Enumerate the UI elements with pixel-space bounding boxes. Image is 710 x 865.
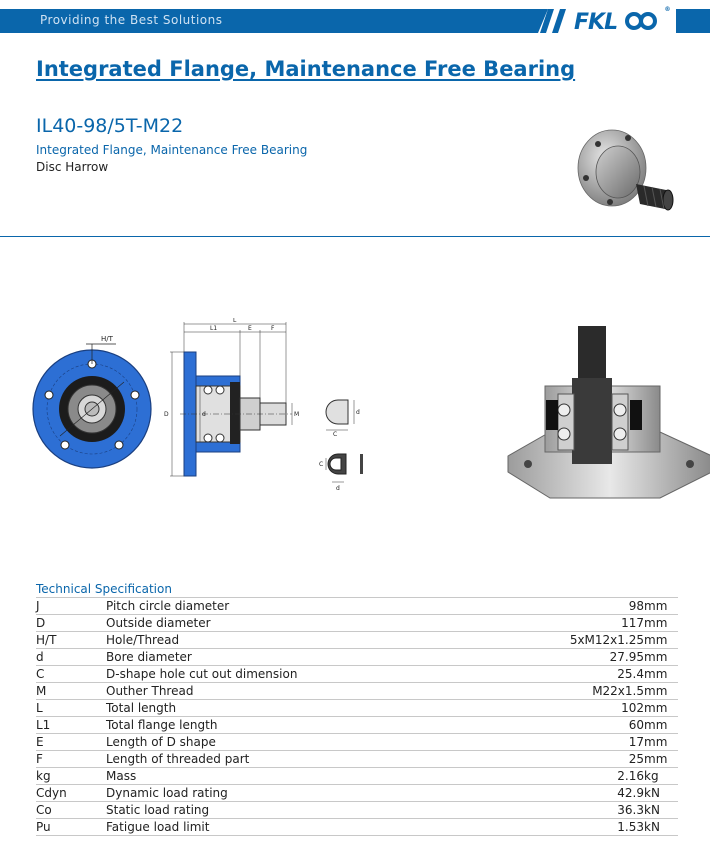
product-application: Disc Harrow xyxy=(36,160,109,174)
cutaway-render xyxy=(500,322,710,502)
spec-row xyxy=(36,785,678,802)
spec-description: Dynamic load rating xyxy=(106,785,486,802)
spec-symbol: Co xyxy=(36,802,106,819)
spec-row xyxy=(36,632,678,649)
spec-description: Fatigue load limit xyxy=(106,819,486,836)
spec-symbol: D xyxy=(36,615,106,632)
spec-description: Length of D shape xyxy=(106,734,486,751)
spec-row xyxy=(36,700,678,717)
tagline: Providing the Best Solutions xyxy=(40,13,223,27)
product-photo xyxy=(570,120,680,220)
header-right-band xyxy=(676,9,710,33)
header-stripes xyxy=(540,9,570,33)
spec-symbol: Cdyn xyxy=(36,785,106,802)
spec-symbol: L1 xyxy=(36,717,106,734)
spec-value: 5xM12x1.25 xyxy=(486,632,644,649)
spec-unit: mm xyxy=(644,649,678,666)
spec-table xyxy=(36,597,678,836)
spec-description: Hole/Thread xyxy=(106,632,486,649)
spec-unit: mm xyxy=(644,751,678,768)
label-e: E xyxy=(248,325,252,332)
spec-value: 117 xyxy=(486,615,644,632)
spec-unit: mm xyxy=(644,700,678,717)
spec-value: 25.4 xyxy=(486,666,644,683)
header-bar xyxy=(0,5,710,35)
spec-description: Outher Thread xyxy=(106,683,486,700)
spec-symbol: C xyxy=(36,666,106,683)
side-view xyxy=(170,322,292,476)
spec-description: Length of threaded part xyxy=(106,751,486,768)
spec-unit: kg xyxy=(644,768,678,785)
spec-symbol: M xyxy=(36,683,106,700)
label-l1: L1 xyxy=(210,325,218,332)
spec-description: Pitch circle diameter xyxy=(106,598,486,615)
spec-value: 102 xyxy=(486,700,644,717)
brand-name: FKL xyxy=(574,10,618,35)
product-model: IL40-98/5T-M22 xyxy=(36,115,184,137)
spec-unit: mm xyxy=(644,615,678,632)
label-d-outer: D xyxy=(164,411,169,418)
spec-row xyxy=(36,615,678,632)
spec-unit: mm xyxy=(644,598,678,615)
spec-unit: kN xyxy=(644,819,678,836)
spec-row xyxy=(36,819,678,836)
spec-description: Mass xyxy=(106,768,486,785)
spec-value: 25 xyxy=(486,751,644,768)
spec-row xyxy=(36,734,678,751)
spec-row xyxy=(36,751,678,768)
spec-row xyxy=(36,666,678,683)
label-d-shape: d xyxy=(356,409,360,416)
spec-unit: mm xyxy=(644,683,678,700)
spec-value: 42.9 xyxy=(486,785,644,802)
spec-description: Total length xyxy=(106,700,486,717)
brand-infinity-icon xyxy=(624,10,658,32)
product-type: Integrated Flange, Maintenance Free Bearing xyxy=(36,143,308,157)
label-ht: H/T xyxy=(101,335,113,343)
spec-symbol: H/T xyxy=(36,632,106,649)
spec-unit: mm xyxy=(644,632,678,649)
spec-row xyxy=(36,768,678,785)
spec-unit: mm xyxy=(644,734,678,751)
spec-description: Outside diameter xyxy=(106,615,486,632)
spec-value: 36.3 xyxy=(486,802,644,819)
label-m: M xyxy=(294,411,300,418)
spec-row xyxy=(36,802,678,819)
label-l: L xyxy=(233,318,237,324)
label-d-bore: d xyxy=(202,411,206,418)
label-c: C xyxy=(333,431,338,438)
spec-symbol: d xyxy=(36,649,106,666)
spec-description: Static load rating xyxy=(106,802,486,819)
spec-value: 60 xyxy=(486,717,644,734)
label-f: F xyxy=(271,325,275,332)
front-view xyxy=(33,344,151,468)
spec-unit: kN xyxy=(644,785,678,802)
spec-row xyxy=(36,598,678,615)
spec-description: D-shape hole cut out dimension xyxy=(106,666,486,683)
spec-description: Bore diameter xyxy=(106,649,486,666)
spec-symbol: F xyxy=(36,751,106,768)
spec-row xyxy=(36,649,678,666)
spec-value: 27.95 xyxy=(486,649,644,666)
section-divider xyxy=(0,236,710,237)
spec-unit: mm xyxy=(644,717,678,734)
spec-symbol: J xyxy=(36,598,106,615)
spec-row xyxy=(36,717,678,734)
spec-value: 1.53 xyxy=(486,819,644,836)
spec-title: Technical Specification xyxy=(36,582,172,596)
spec-symbol: kg xyxy=(36,768,106,785)
label-d-small: d xyxy=(336,485,340,492)
spec-row xyxy=(36,683,678,700)
spec-symbol: E xyxy=(36,734,106,751)
spec-value: 2.16 xyxy=(486,768,644,785)
page-title: Integrated Flange, Maintenance Free Bearing xyxy=(36,57,576,81)
spec-value: 17 xyxy=(486,734,644,751)
spec-unit: mm xyxy=(644,666,678,683)
spec-unit: kN xyxy=(644,802,678,819)
label-c-small: C xyxy=(319,461,324,468)
brand-logo xyxy=(574,5,670,35)
technical-drawing xyxy=(30,318,380,498)
spec-value: M22x1.5 xyxy=(486,683,644,700)
spec-symbol: Pu xyxy=(36,819,106,836)
spec-symbol: L xyxy=(36,700,106,717)
brand-registered-mark: ® xyxy=(664,5,670,13)
spec-description: Total flange length xyxy=(106,717,486,734)
spec-value: 98 xyxy=(486,598,644,615)
